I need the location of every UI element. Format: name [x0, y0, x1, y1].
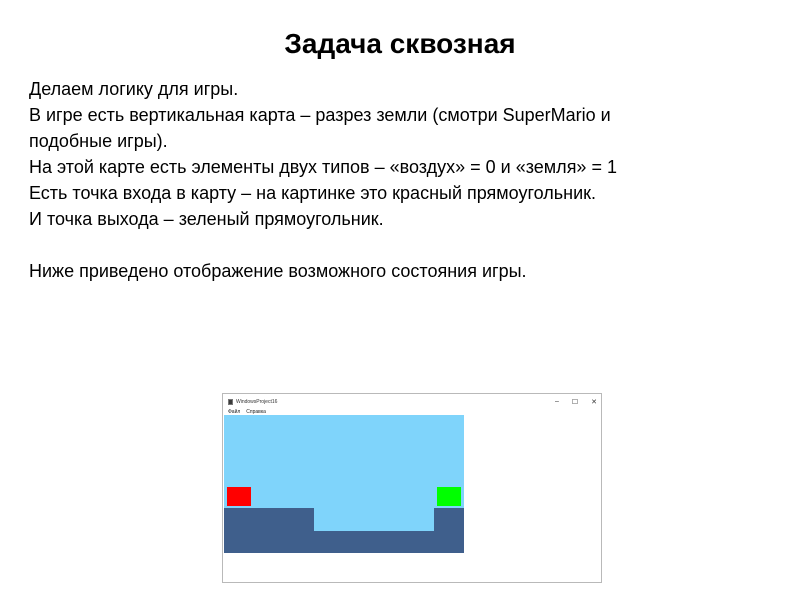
body-line-2: В игре есть вертикальная карта – разрез земли (смотри SuperMario и: [29, 105, 611, 125]
blank-line: [29, 232, 774, 258]
body-line-4: На этой карте есть элементы двух типов – «воздух» = 0 и «земля» = 1: [29, 157, 617, 177]
ground-left: [224, 508, 314, 553]
body-line-1: Делаем логику для игры.: [29, 79, 239, 99]
game-map: [224, 415, 464, 553]
close-icon[interactable]: ✕: [591, 398, 597, 406]
body-line-6: И точка выхода – зеленый прямоугольник.: [29, 209, 384, 229]
entry-point-red-rectangle: [227, 487, 251, 506]
slide-body: [29, 76, 774, 284]
window-controls: [555, 394, 597, 409]
menu-help[interactable]: Справка: [246, 409, 266, 415]
ground-right: [434, 508, 464, 553]
ground-middle: [314, 531, 434, 553]
menu-file[interactable]: Файл: [228, 409, 241, 415]
exit-point-green-rectangle: [437, 487, 461, 506]
body-line-7: Ниже приведено отображение возможного состояния игры.: [29, 261, 527, 281]
app-icon: [228, 399, 233, 405]
game-window-screenshot: [222, 393, 602, 583]
body-line-3: подобные игры).: [29, 131, 168, 151]
window-titlebar: [223, 394, 601, 409]
body-line-5: Есть точка входа в карту – на картинке это красный прямоугольник.: [29, 183, 597, 203]
slide-title: Задача сквозная: [284, 28, 516, 59]
window-title: WindowsProject16: [236, 398, 278, 405]
minimize-icon[interactable]: –: [554, 398, 559, 405]
maximize-icon[interactable]: ☐: [571, 398, 579, 406]
